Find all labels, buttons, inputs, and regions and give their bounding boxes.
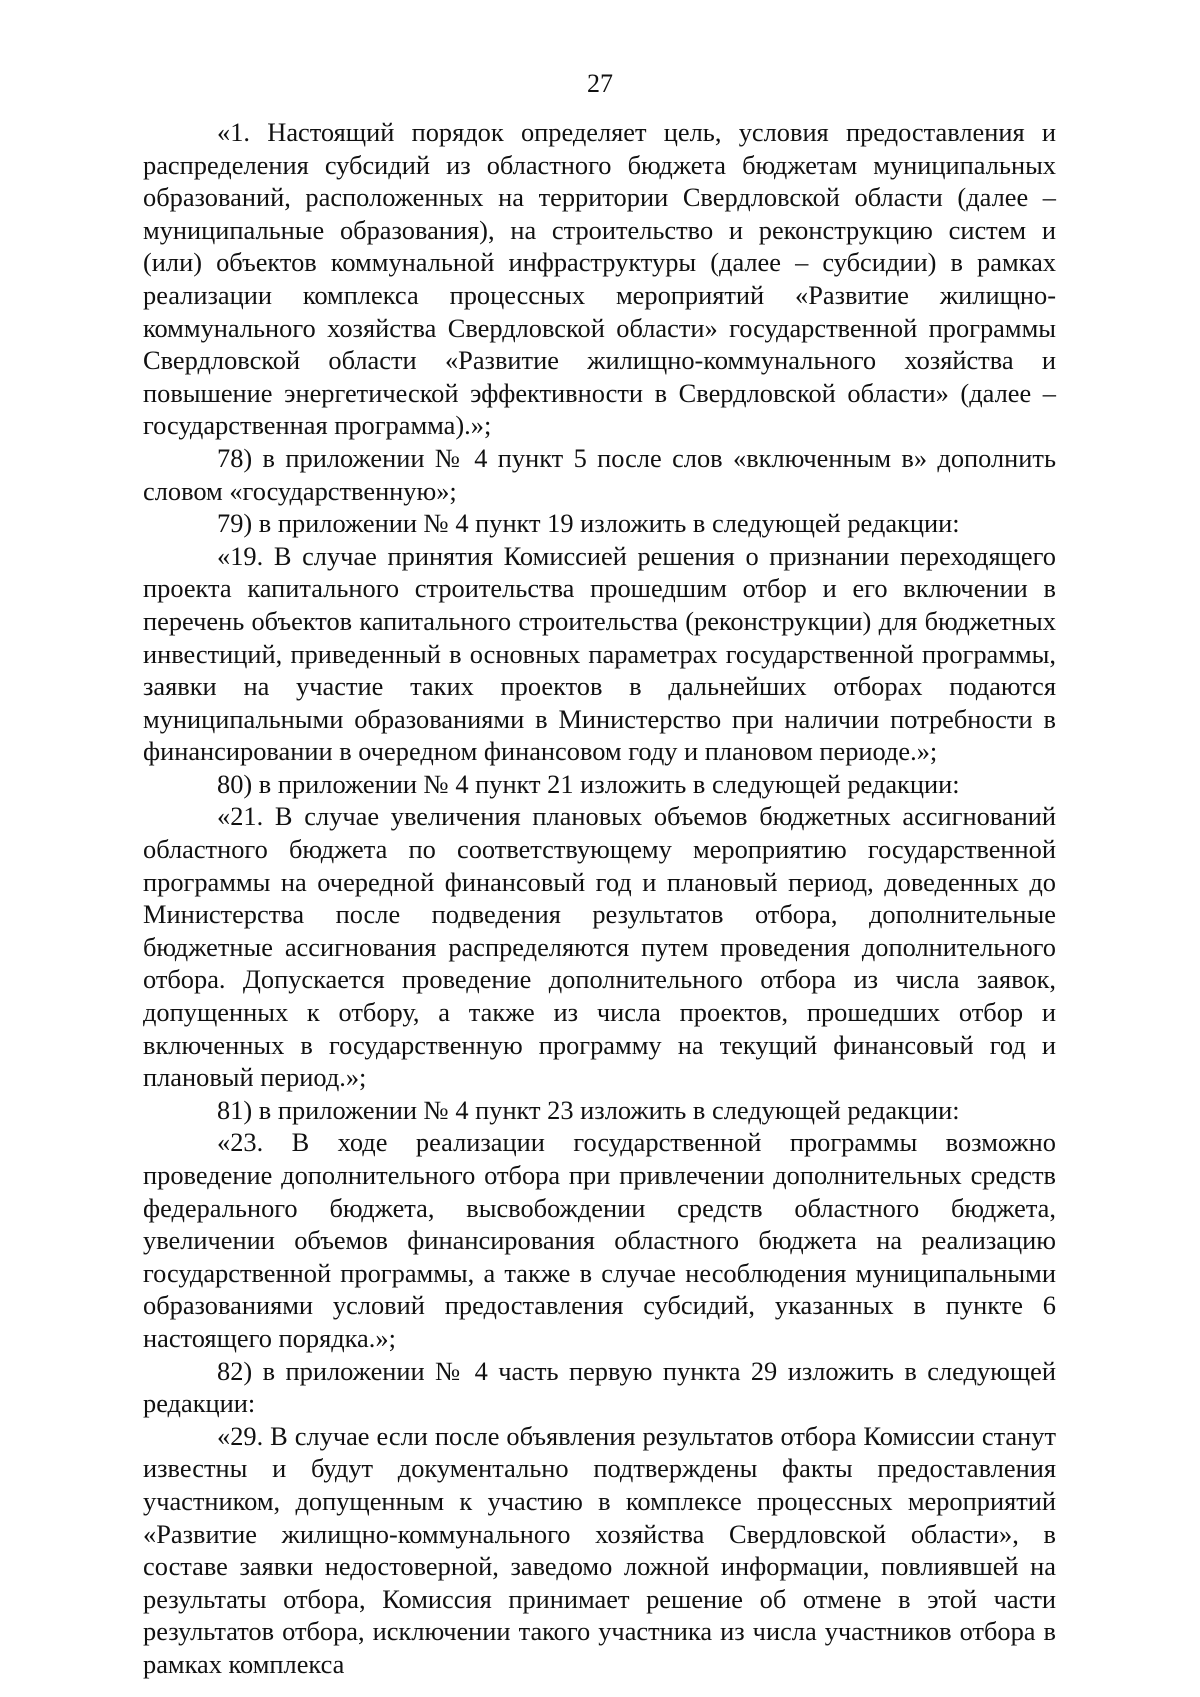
paragraph-82: 82) в приложении № 4 часть первую пункта 29 изложить в следующей редакции: bbox=[143, 1355, 1056, 1419]
paragraph-21: «21. В случае увеличения плановых объемов бюджетных ассигнований областного бюджета по соответствующему мероприятию государственной программы на очередной финансовый год и плановый период, доведенных до Министерства после подведения результатов отбора, дополнительные бюджетные ассигнования распределяются путем проведения дополнительного отбора. Допускается проведение дополнительного отбора из числа заявок, допущенных к отбору, а также из числа проектов, прошедших отбор и включенных в государственную программу на текущий финансовый год и плановый период.»; bbox=[143, 801, 1056, 1093]
paragraph-80: 80) в приложении № 4 пункт 21 изложить в следующей редакции: bbox=[217, 768, 960, 799]
page-number: 27 bbox=[587, 69, 613, 98]
paragraph-1: «1. Настоящий порядок определяет цель, условия предоставления и распределения субсидий из областного бюджета бюджетам муниципальных образований, расположенных на территории Свердловской области (далее – муниципальные образования), на строительство и реконструкцию систем и (или) объектов коммунальной инфраструктуры (далее – субсидии) в рамках реализации комплекса процессных мероприятий «Развитие жилищно-коммунального хозяйства Свердловской области» государственной программы Свердловской области «Развитие жилищно-коммунального хозяйства и повышение энергетической эффективности в Свердловской области» (далее – государственная программа).»; bbox=[143, 117, 1056, 441]
document-body bbox=[143, 116, 1056, 1681]
paragraph-23: «23. В ходе реализации государственной программы возможно проведение дополнительного отбора при привлечении дополнительных средств федерального бюджета, высвобождении средств областного бюджета, увеличении объемов финансирования областного бюджета на реализацию государственной программы, а также в случае несоблюдения муниципальными образованиями условий предоставления субсидий, указанных в пункте 6 настоящего порядка.»; bbox=[143, 1127, 1056, 1353]
paragraph-29: «29. В случае если после объявления результатов отбора Комиссии станут известны и будут документально подтверждены факты предоставления участником, допущенным к участию в комплексе процессных мероприятий «Развитие жилищно-коммунального хозяйства Свердловской области», в составе заявки недостоверной, заведомо ложной информации, повлиявшей на результаты отбора, Комиссия принимает решение об отмене в этой части результатов отбора, исключении такого участника из числа участников отбора в рамках комплекса bbox=[143, 1420, 1056, 1679]
paragraph-79: 79) в приложении № 4 пункт 19 изложить в следующей редакции: bbox=[217, 508, 960, 539]
paragraph-78: 78) в приложении № 4 пункт 5 после слов «включенным в» дополнить словом «государственную»; bbox=[143, 442, 1056, 506]
paragraph-19: «19. В случае принятия Комиссией решения о признании переходящего проекта капитального строительства прошедшим отбор и его включении в перечень объектов капитального строительства (реконструкции) для бюджетных инвестиций, приведенный в основных параметрах государственной программы, заявки на участие таких проектов в дальнейших отборах подаются муниципальными образованиями в Министерство при наличии потребности в финансировании в очередном финансовом году и плановом периоде.»; bbox=[143, 540, 1056, 767]
paragraph-81: 81) в приложении № 4 пункт 23 изложить в следующей редакции: bbox=[217, 1094, 960, 1125]
